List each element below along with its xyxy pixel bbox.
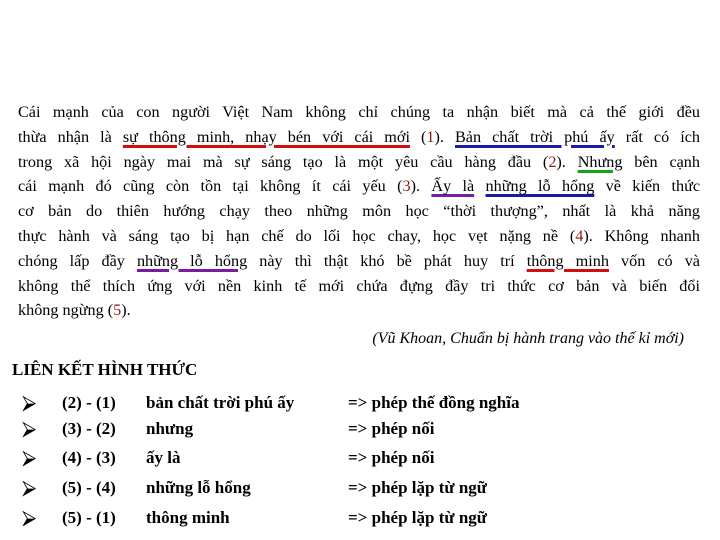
text-segment (474, 177, 485, 195)
link-row (22, 393, 702, 419)
sentence-number: 1 (426, 127, 435, 146)
text-segment: không ngừng ( (18, 301, 114, 320)
text-segment: vốn có và (608, 251, 700, 270)
link-row (22, 508, 702, 534)
underlined-phrase: những lỗ hổng (485, 177, 595, 196)
text-segment: trong xã hội ngày mai mà sự sáng tạo là một yêu cầu hàng đầu ( (18, 152, 549, 171)
link-relation: => phép nối (348, 419, 435, 438)
link-term: bản chất trời phú ấy (146, 393, 295, 412)
link-relation: => phép lặp từ ngữ (348, 478, 487, 497)
sentence-pair: (3) - (2) (62, 419, 116, 438)
text-segment: cái mạnh đó cũng còn tồn tại không ít cái yếu ( (18, 177, 403, 196)
text-segment: không thể thích ứng với nền kinh tế mới chứa đựng đầy tri thức cơ bản và biến đổi (18, 276, 700, 295)
link-row (22, 478, 702, 504)
arrow-bullet-icon: ⮚ (22, 418, 37, 440)
underlined-phrase: thông minh (526, 251, 609, 270)
link-term: những lỗ hổng (146, 478, 251, 497)
link-row (22, 448, 702, 474)
text-segment: chóng lấp đầy (18, 251, 137, 270)
underlined-phrase: những lỗ hổng (136, 251, 248, 270)
text-segment: về kiến thức (594, 177, 701, 196)
paragraph-line (18, 150, 700, 175)
text-segment: Cái mạnh của con người Việt Nam không chỉ chúng ta nhận biết mà cả thế giới đều (18, 103, 700, 121)
text-segment: cơ bản do thiên hướng chạy theo những môn học “thời thượng”, nhất là khả năng (18, 202, 700, 221)
paragraph-line (18, 199, 700, 224)
text-segment: thừa nhận là (18, 127, 123, 146)
underlined-phrase: Nhưng (577, 152, 623, 171)
arrow-bullet-icon: ⮚ (22, 507, 37, 529)
sentence-pair: (5) - (1) (62, 508, 116, 527)
sentence-number: 3 (402, 177, 411, 196)
sentence-pair: (2) - (1) (62, 393, 116, 412)
text-segment: ). (410, 177, 432, 196)
sentence-pair: (5) - (4) (62, 478, 116, 497)
passage-paragraph (18, 100, 700, 323)
arrow-bullet-icon: ⮚ (22, 392, 37, 414)
underlined-phrase: Bản chất trời phú ấy (455, 127, 615, 146)
paragraph-line (18, 174, 700, 199)
underlined-phrase: sự thông minh, nhạy bén với cái mới (122, 127, 410, 146)
link-relation: => phép nối (348, 448, 435, 467)
link-relation: => phép lặp từ ngữ (348, 508, 487, 527)
link-term: nhưng (146, 419, 194, 438)
sentence-number: 5 (113, 301, 122, 320)
text-segment: ). (556, 152, 578, 171)
arrow-bullet-icon: ⮚ (22, 477, 37, 499)
text-segment: bên cạnh (622, 152, 700, 171)
text-segment: thực hành và sáng tạo bị hạn chế do lối học chay, học vẹt nặng nề ( (18, 226, 576, 245)
sentence-number: 2 (548, 152, 557, 171)
source-citation: (Vũ Khoan, Chuẩn bị hành trang vào thế kỉ mới) (372, 330, 684, 347)
text-segment: ). (434, 127, 455, 146)
text-segment: này thì thật khó bề phát huy trí (247, 251, 527, 270)
paragraph-line (18, 274, 700, 299)
link-relation: => phép thế đồng nghĩa (348, 393, 520, 412)
sentence-pair: (4) - (3) (62, 448, 116, 467)
paragraph-line (18, 298, 700, 323)
underlined-phrase: Ấy là (431, 177, 475, 196)
text-segment: ). (121, 301, 131, 320)
text-segment: rất có ích (614, 127, 701, 146)
paragraph-line (18, 125, 700, 150)
paragraph-line (18, 100, 700, 125)
link-term: thông minh (146, 508, 230, 527)
link-row (22, 419, 702, 445)
arrow-bullet-icon: ⮚ (22, 447, 37, 469)
link-term: ấy là (146, 448, 181, 467)
text-segment: ). Không nhanh (583, 226, 700, 245)
section-heading: LIÊN KẾT HÌNH THỨC (12, 360, 198, 379)
paragraph-line (18, 224, 700, 249)
sentence-number: 4 (575, 226, 584, 245)
paragraph-line (18, 249, 700, 274)
text-segment: ( (409, 127, 427, 146)
